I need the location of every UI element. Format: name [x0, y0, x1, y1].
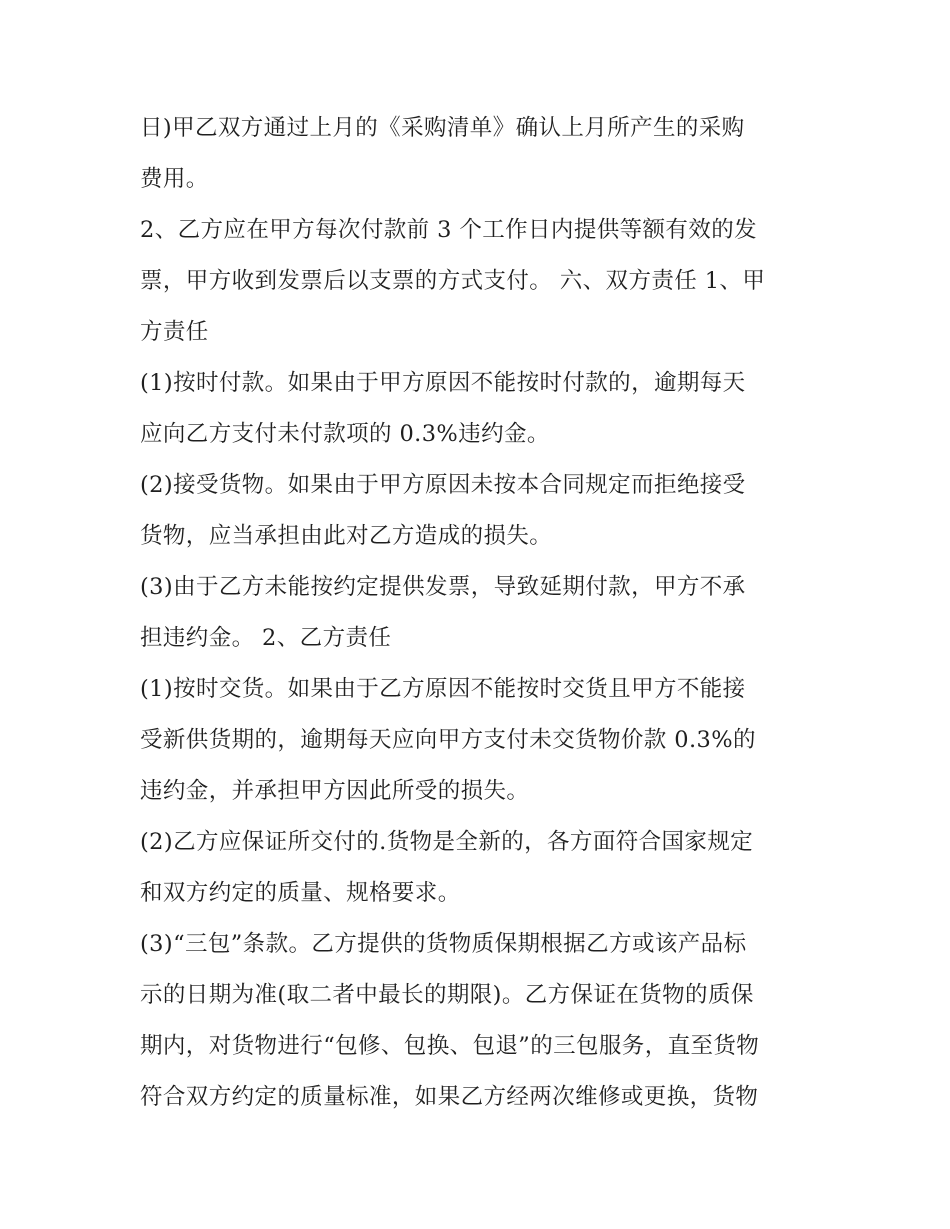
- text-line: (3)由于乙方未能按约定提供发票，导致延期付款，甲方不承: [140, 574, 746, 600]
- text-line: 违约金，并承担甲方因此所受的损失。: [140, 778, 530, 804]
- text-line: 2、乙方应在甲方每次付款前 3 个工作日内提供等额有效的发: [140, 217, 758, 243]
- text-line: 符合双方约定的质量标准，如果乙方经两次维修或更换，货物: [140, 1084, 759, 1110]
- text-line: (3)“三包”条款。乙方提供的货物质保期根据乙方或该产品标: [140, 931, 747, 957]
- text-line: (1)按时交货。如果由于乙方原因不能按时交货且甲方不能接: [140, 676, 746, 702]
- text-line: (2)乙方应保证所交付的.货物是全新的，各方面符合国家规定: [140, 829, 754, 855]
- text-line: 日)甲乙双方通过上月的《采购清单》确认上月所产生的采购: [140, 115, 745, 141]
- document-body: [140, 103, 830, 1123]
- text-line: (2)接受货物。如果由于甲方原因未按本合同规定而拒绝接受: [140, 472, 746, 498]
- text-line: (1)按时付款。如果由于甲方原因不能按时付款的，逾期每天: [140, 370, 746, 396]
- text-line: 票，甲方收到发票后以支票的方式支付。 六、双方责任 1、甲: [140, 268, 766, 294]
- text-line: 担违约金。 2、乙方责任: [140, 625, 392, 651]
- text-line: 和双方约定的质量、规格要求。: [140, 880, 461, 906]
- text-line: 货物，应当承担由此对乙方造成的损失。: [140, 523, 553, 549]
- text-line: 方责任: [140, 319, 209, 345]
- text-line: 期内，对货物进行“包修、包换、包退”的三包服务，直至货物: [140, 1033, 760, 1059]
- text-line: 示的日期为准(取二者中最长的期限)。乙方保证在货物的质保: [140, 982, 754, 1008]
- text-line: 应向乙方支付未付款项的 0.3%违约金。: [140, 421, 550, 447]
- text-line: 受新供货期的，逾期每天应向甲方支付未交货物价款 0.3%的: [140, 727, 756, 753]
- text-line: 费用。: [140, 166, 209, 192]
